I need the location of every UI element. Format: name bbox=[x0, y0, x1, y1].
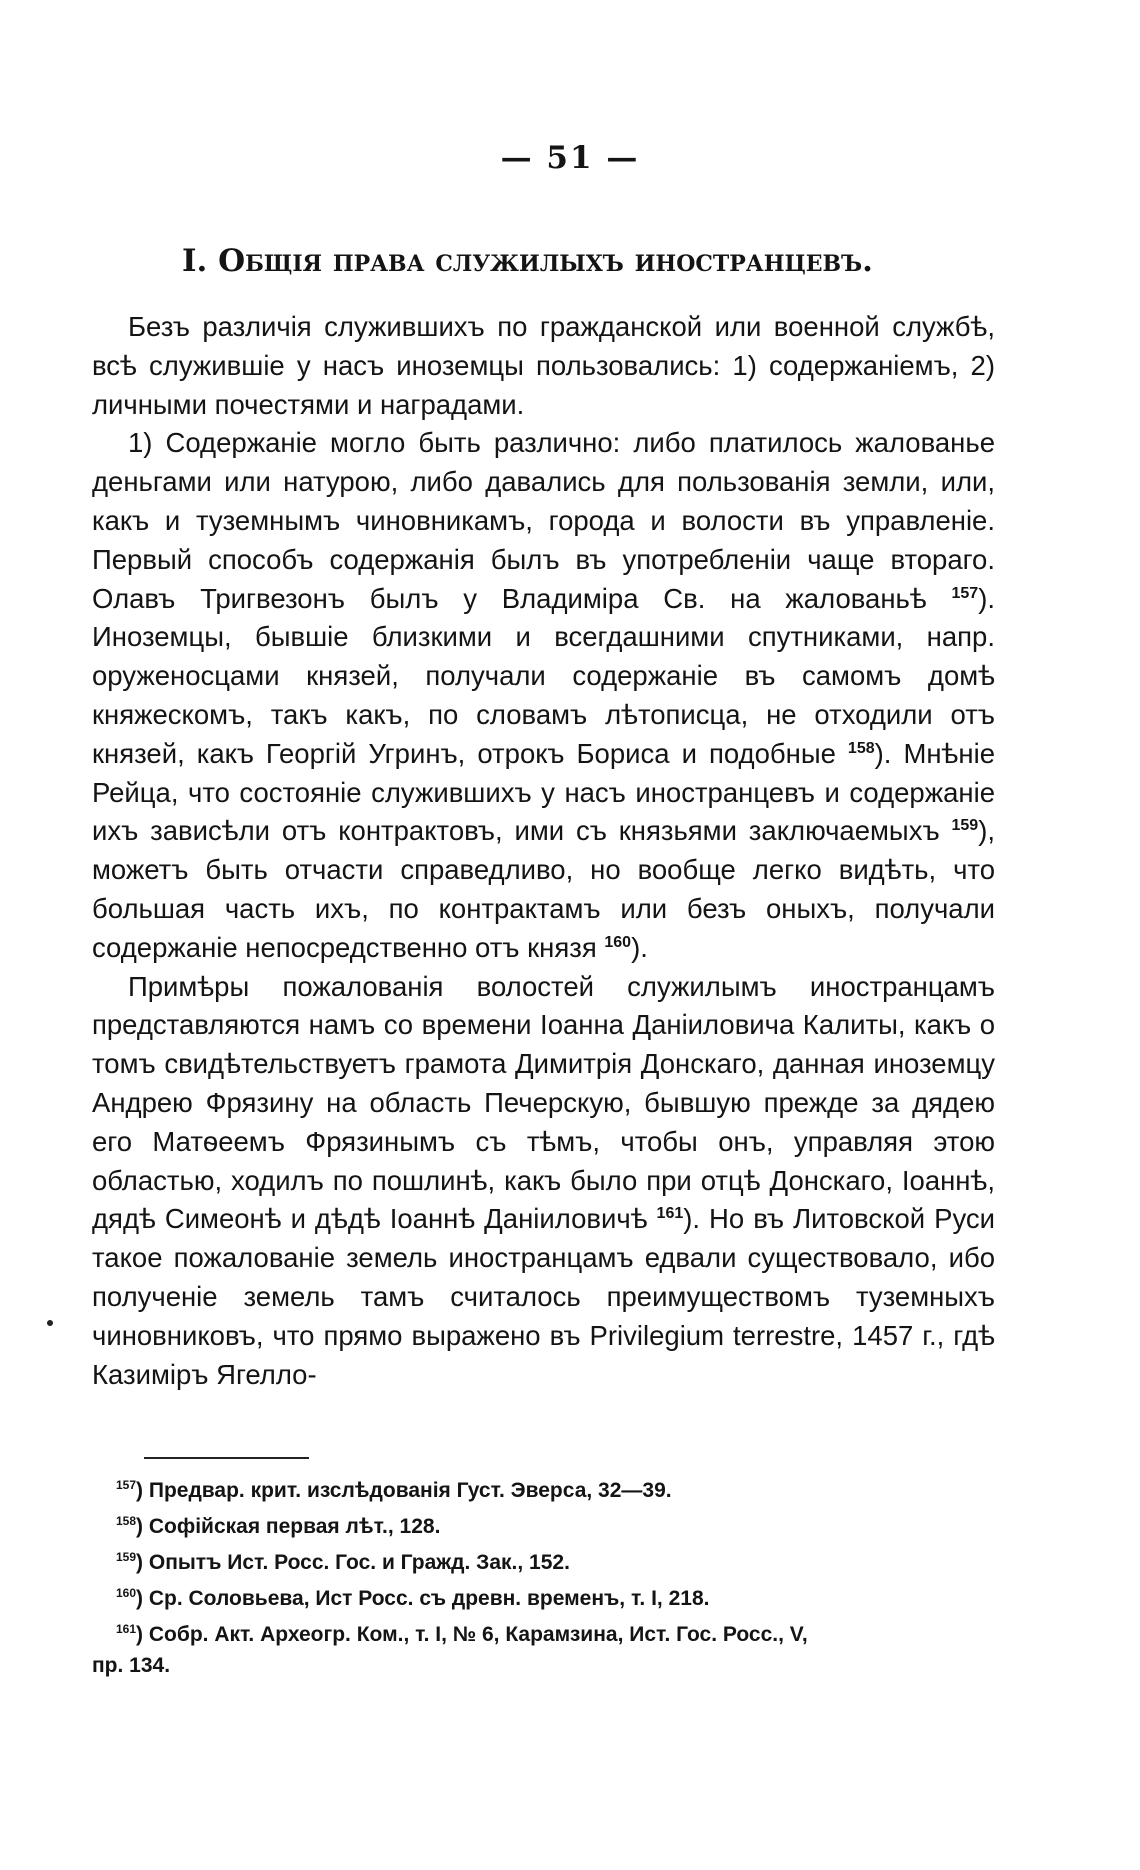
footnote-text: ) Собр. Акт. Археогр. Ком., т. I, № 6, Карамзина, Ист. Гос. Росс., V, bbox=[136, 1623, 808, 1646]
page-number: — 51 — bbox=[500, 140, 640, 176]
footnote-161 bbox=[92, 1614, 995, 1650]
footnote-text: пр. 134. bbox=[92, 1654, 171, 1677]
footnote-ref-160[interactable]: 160 bbox=[604, 933, 632, 951]
paragraph-text: 1) Содержаніе могло быть различно: либо платилось жалованье деньгами или натурою, либо давались для пользованія земли, или, какъ и туземнымъ чиновникамъ, города и волости въ управленіе. Первый способъ содержанія былъ въ употребленіи чаще втораго. Олавъ Тригвезонъ былъ у Владиміра Св. на жалованьѣ bbox=[92, 427, 995, 614]
paragraph-2 bbox=[92, 424, 995, 967]
section-heading: Общія права служилыхъ иностранцевъ. bbox=[218, 243, 873, 279]
footnote-161-continuation bbox=[92, 1650, 995, 1681]
section-numeral: I. bbox=[182, 243, 208, 279]
footnote-157 bbox=[92, 1470, 995, 1506]
footnote-mark: 157 bbox=[116, 1478, 137, 1492]
footnote-ref-161[interactable]: 161 bbox=[656, 1205, 684, 1223]
footnote-159 bbox=[92, 1542, 995, 1578]
footnotes bbox=[92, 1470, 995, 1681]
print-speck bbox=[47, 1320, 53, 1326]
footnote-ref-159[interactable]: 159 bbox=[951, 817, 979, 835]
footnote-text: ) Опытъ Ист. Росс. Гос. и Гражд. Зак., 152. bbox=[136, 1551, 570, 1574]
footnote-ref-158[interactable]: 158 bbox=[847, 739, 875, 757]
body-text bbox=[92, 308, 995, 1394]
paragraph-text: ), можетъ быть отчасти справедливо, но вообще легко видѣть, что большая часть ихъ, по контрактамъ или безъ оныхъ, получали содержаніе непосредственно отъ князя bbox=[92, 815, 995, 963]
footnote-text: ) Софійская первая лѣт., 128. bbox=[136, 1515, 441, 1538]
footnote-text: ) Ср. Соловьева, Ист Росс. съ древн. временъ, т. I, 218. bbox=[136, 1587, 710, 1610]
footnote-160 bbox=[92, 1578, 995, 1614]
paragraph-text: ). bbox=[631, 931, 648, 963]
paragraph-text: ). Но въ Литовской Руси такое пожалованіе земель иностранцамъ едвали существовало, ибо полученіе земель тамъ считалось преимуществомъ туземныхъ чиновниковъ, что прямо выражено въ Privilegium terrestre, 1457 г., гдѣ Казиміръ Ягелло- bbox=[92, 1203, 995, 1390]
section-title bbox=[182, 243, 873, 279]
paragraph-3 bbox=[92, 968, 995, 1395]
paragraph-text: ). Иноземцы, бывшіе близкими и всегдашними спутниками, напр. оруженосцами князей, получали содержаніе въ самомъ домѣ княжескомъ, такъ какъ, по словамъ лѣтописца, не отходили отъ князей, какъ Георгій Угринъ, отрокъ Бориса и подобные bbox=[92, 582, 995, 769]
footnote-mark: 160 bbox=[116, 1586, 137, 1600]
footnote-mark: 161 bbox=[116, 1622, 137, 1636]
paragraph-text: Безъ различія служившихъ по гражданской или военной службѣ, всѣ служившіе у насъ иноземцы пользовались: 1) содержаніемъ, 2) личными почестями и наградами. bbox=[92, 311, 995, 420]
paragraph-text: Примѣры пожалованія волостей служилымъ иностранцамъ представляются намъ со времени Іоанна Даніиловича Калиты, какъ о томъ свидѣтельствуетъ грамота Димитрія Донскаго, данная иноземцу Андрею Фрязину на область Печерскую, бывшую прежде за дядею его Матѳеемъ Фрязинымъ съ тѣмъ, чтобы онъ, управляя этою областью, ходилъ по пошлинѣ, какъ было при отцѣ Донскаго, Іоаннѣ, дядѣ Симеонѣ и дѣдѣ Іоаннѣ Даніиловичѣ bbox=[92, 970, 995, 1235]
footnote-divider bbox=[144, 1457, 309, 1459]
footnote-mark: 159 bbox=[116, 1550, 137, 1564]
paragraph-text: ). Мнѣніе Рейца, что состояніе служившихъ у насъ иностранцевъ и содержаніе ихъ зависѣли отъ контрактовъ, ими съ князьями заключаемыхъ bbox=[92, 737, 995, 847]
footnote-text: ) Предвар. крит. изслѣдованія Густ. Эверса, 32—39. bbox=[136, 1479, 672, 1502]
paragraph-1 bbox=[92, 308, 995, 424]
footnote-ref-157[interactable]: 157 bbox=[951, 584, 979, 602]
footnote-mark: 158 bbox=[116, 1514, 137, 1528]
footnote-158 bbox=[92, 1506, 995, 1542]
